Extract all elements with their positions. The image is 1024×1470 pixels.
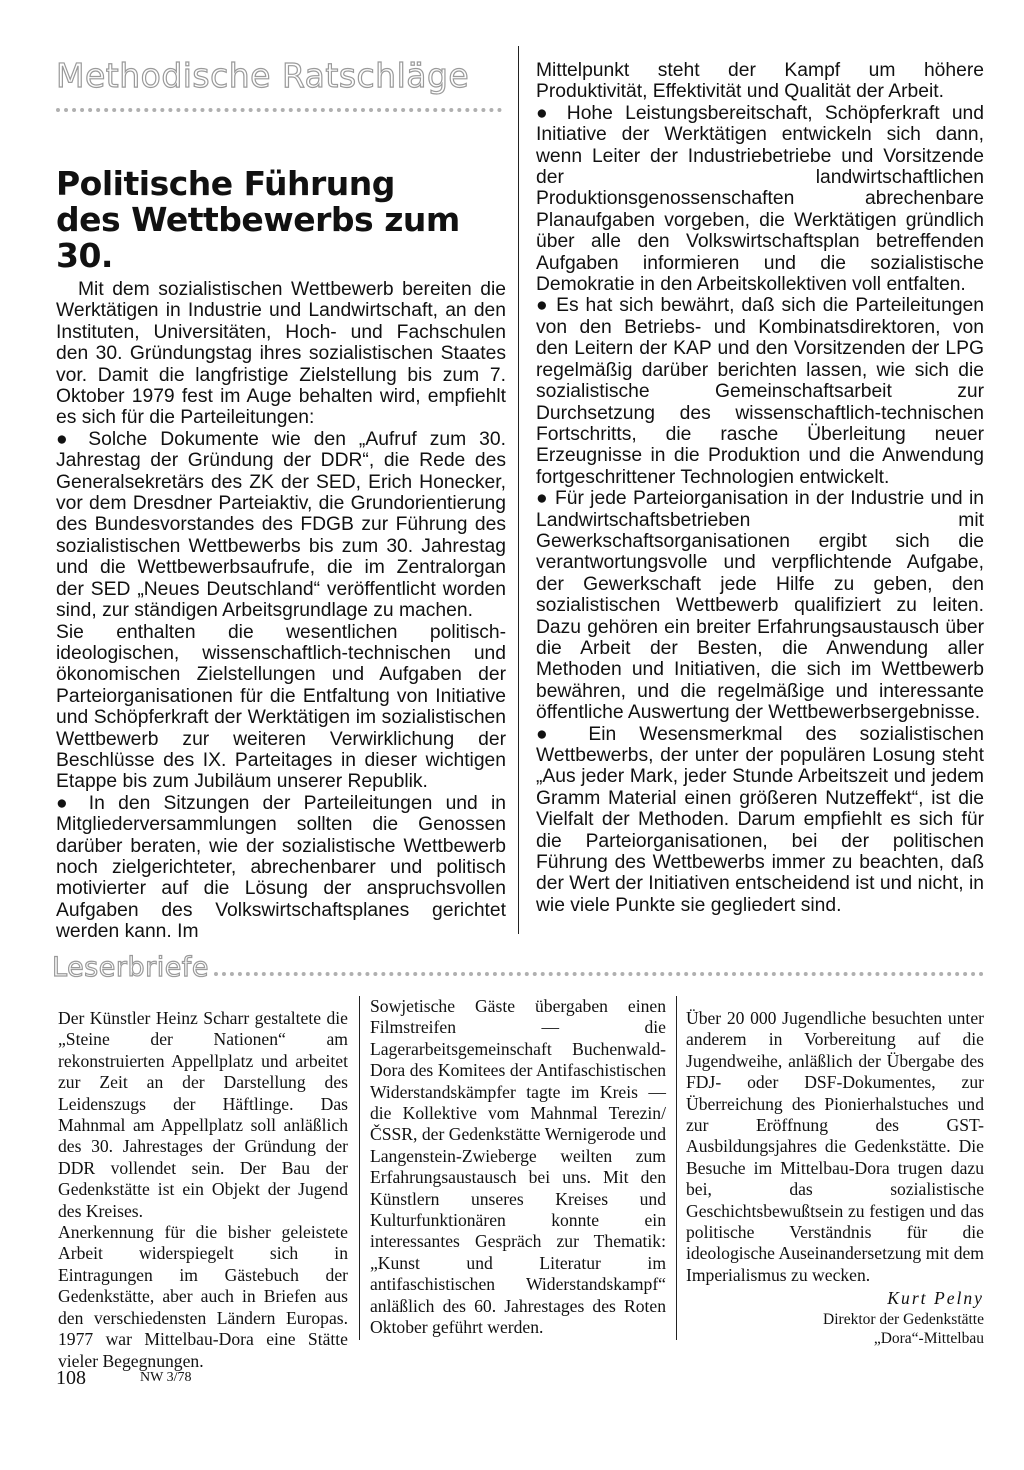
column-divider (518, 46, 519, 934)
article-paragraph: Mit dem sozialistischen Wettbewerb bereiten die Werktätigen in Industrie und Landwirtschaft, an den Instituten, Universitäten, Hoch- und Fachschulen den 30. Gründungstag ihres sozialistischen Staates vor. Damit die langfristige Zielstellung bis zum 7. Oktober 1979 fest im Auge behalten wird, empfiehlt es sich für die Parteileitungen: (56, 279, 506, 429)
section-rule (56, 108, 502, 112)
article-column-left (56, 279, 506, 943)
letters-divider-1 (359, 996, 360, 1340)
letter-paragraph: Sowjetische Gäste übergaben einen Filmstreifen — die Lagerarbeitsgemeinschaft Buchenwald-Dora des Komitees der Antifaschistischen Widerstandskämpfer tagte im Kreis — die Kollektive vom Mahnmal Terezin/ČSSR, der Gedenkstätte Wernigerode und Langenstein-Zwieberge weilten zum Erfahrungsaustausch bei uns. Mit den Künstlern unseres Kreises und Kulturfunktionären konnte ein interessantes Gespräch zur Thematik: „Kunst und Literatur im antifaschistischen Widerstandskampf“ anläßlich des 60. Jahrestages des Roten Oktober geführt werden. (370, 996, 666, 1338)
headline-line-2: des Wettbewerbs zum 30. (56, 200, 460, 275)
article-column-right (536, 60, 984, 916)
article-bullet-paragraph: ● Ein Wesensmerkmal des sozialistischen Wettbewerbs, der unter der populären Losung steht „Aus jeder Mark, jeder Stunde Arbeitszeit und jedem Gramm Material einen größeren Nutzeffekt“, ist die Vielfalt der Methoden. Darum empfiehlt es sich für die Parteiorganisationen, bei der politischen Führung des Wettbewerbs immer zu beachten, daß der Wert der Initiativen entscheidend ist und nicht, in wie viele Punkte sie gegliedert sind. (536, 724, 984, 917)
article-paragraph: Mittelpunkt steht der Kampf um höhere Produktivität, Effektivität und Qualität der Arbeit. (536, 60, 984, 103)
letter-column-3 (686, 1008, 984, 1348)
signature-role-line-1: Direktor der Gedenkstätte (823, 1311, 984, 1329)
signature-role-line-2: „Dora“-Mittelbau (873, 1330, 984, 1348)
article-paragraph: Sie enthalten die wesentlichen politisch-ideologischen, wissenschaftlich-technischen und ökonomischen Zielstellungen und Aufgaben der Parteiorganisationen für die Entfaltung von Initiative und Schöpferkraft der Werktätigen im sozialistischen Wettbewerb zur weiteren Verwirklichung der Beschlüsse des IX. Parteitages in dieser wichtigen Etappe bis zum Jubiläum unserer Republik. (56, 621, 506, 793)
headline-line-1: Politische Führung (56, 164, 395, 203)
article-bullet-paragraph: ● Solche Dokumente wie den „Aufruf zum 30. Jahrestag der Gründung der DDR“, die Rede des Generalsekretärs des ZK der SED, Erich Honecker, vor dem Dresdner Parteiaktiv, die Grundorientierung des Bundesvorstandes des FDGB zur Führung des sozialistischen Wettbewerbs bis zum 30. Jahrestag und die Wettbewerbsaufrufe, die im Zentralorgan der SED „Neues Deutschland“ veröffentlicht worden sind, zur ständigen Arbeitsgrundlage zu machen. (56, 429, 506, 622)
letter-column-2 (370, 996, 666, 1339)
article-bullet-paragraph: ● Hohe Leistungsbereitschaft, Schöpferkraft und Initiative der Werktätigen entwickeln sich dann, wenn Leiter der Industriebetriebe und Vorsitzende der landwirtschaftlichen Produktionsgenossenschaften abrechenbare Planaufgaben vorgeben, die Werktätigen gründlich über alle den Volkswirtschaftsplan betreffenden Aufgaben informieren und die sozialistische Demokratie in den Arbeitskollektiven voll entfalten. (536, 103, 984, 296)
article-bullet-paragraph: ● In den Sitzungen der Parteileitungen und in Mitgliederversammlungen sollten die Genossen darüber beraten, wie der sozialistische Wettbewerb noch zielgerichteter, abrechenbarer und politisch motivierter auf die Lösung der anspruchsvollen Aufgaben des Volkswirtschaftsplanes gerichtet werden kann. Im (56, 793, 506, 943)
signature-name: Kurt Pelny (887, 1288, 984, 1309)
section-label-methodische-ratschlaege: Methodische Ratschläge (56, 56, 470, 95)
article-bullet-paragraph: ● Es hat sich bewährt, daß sich die Parteileitungen von den Betriebs- und Kombinatsdirektoren, von den Leitern der KAP und den Vorsitzenden der LPG regelmäßig darüber berichten lassen, wie sich die sozialistische Gemeinschaftsarbeit zur Durchsetzung des wissenschaftlich-technischen Fortschritts, die rasche Überleitung neuer Erzeugnisse in die Produktion und die Anwendung fortgeschrittener Technologien entwickelt. (536, 295, 984, 488)
issue-reference: NW 3/78 (140, 1370, 192, 1385)
section-label-leserbriefe: Leserbriefe (52, 952, 209, 983)
article-headline (56, 166, 506, 274)
article-bullet-paragraph: ● Für jede Parteiorganisation in der Industrie und in Landwirtschaftsbetrieben mit Gewerkschaftsorganisationen ergibt sich die verantwortungsvolle und verpflichtende Aufgabe, der Gewerkschaft jede Hilfe zu geben, den sozialistischen Wettbewerb qualifiziert zu leiten. Dazu gehören ein breiter Erfahrungsaustausch über die Arbeit der Besten, die Anwendung aller Methoden und Initiativen, die sich im Wettbewerb bewähren, und die regelmäßige und interessante öffentliche Auswertung der Wettbewerbsergebnisse. (536, 488, 984, 723)
letters-divider-2 (676, 996, 677, 1340)
letter-paragraph: Über 20 000 Jugendliche besuchten unter anderem in Vorbereitung auf die Jugendweihe, anläßlich der Übergabe des FDJ- oder DSF-Dokumentes, zur Überreichung des Pionierhalstuches und zur Eröffnung des GST-Ausbildungsjahres die Gedenkstätte. Die Besuche im Mittelbau-Dora trugen dazu bei, das sozialistische Geschichtsbewußtsein zu festigen und das politische Verständnis für die ideologische Auseinandersetzung mit dem Imperialismus zu wecken. (686, 1008, 984, 1285)
letter-paragraph: Der Künstler Heinz Scharr gestaltete die „Steine der Nationen“ am rekonstruierten Appellplatz und arbeitet zur Zeit an der Darstellung des Leidenszugs der Häftlinge. Das Mahnmal am Appellplatz soll anläßlich des 30. Jahrestages der Gründung der DDR vollendet sein. Der Bau der Gedenkstätte ist ein Objekt der Jugend des Kreises. (58, 1008, 348, 1221)
letter-column-1 (58, 1008, 348, 1372)
letters-section-rule (214, 972, 984, 976)
letter-paragraph: Anerkennung für die bisher geleistete Arbeit widerspiegelt sich in Eintragungen im Gästebuch der Gedenkstätte, aber auch in Briefen aus den verschiedensten Ländern Europas. 1977 war Mittelbau-Dora eine Stätte vieler Begegnungen. (58, 1222, 348, 1371)
page-number: 108 (56, 1367, 86, 1389)
